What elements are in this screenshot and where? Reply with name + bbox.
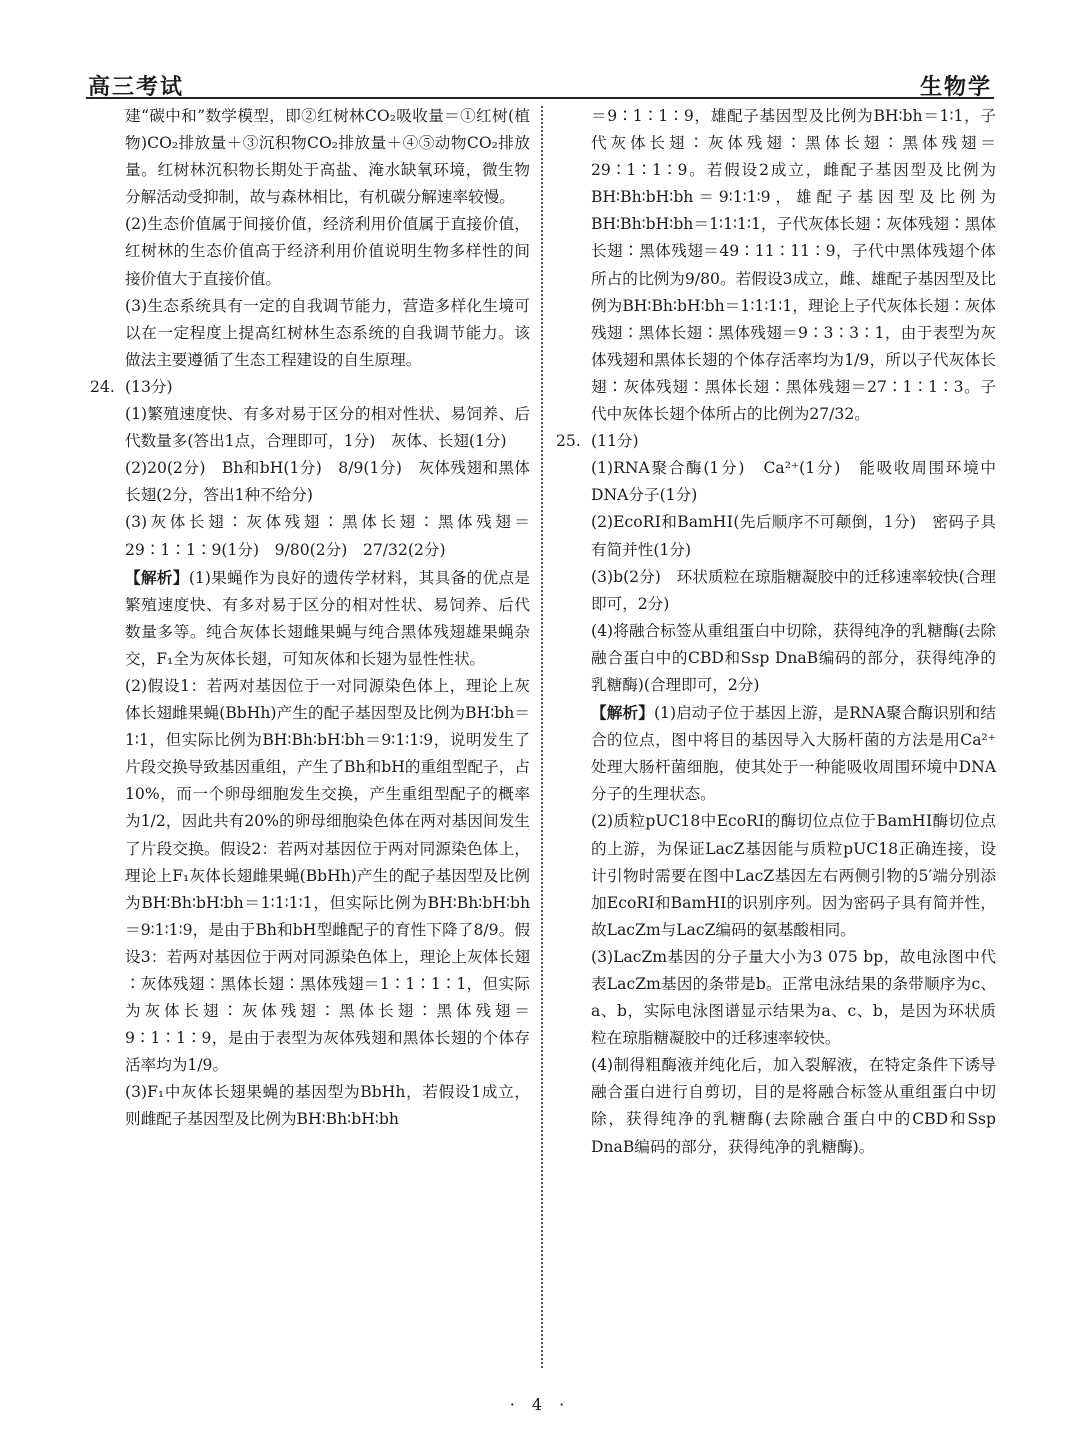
- q25-analysis-3: (3)LacZm基因的分子量大小为3 075 bp，故电泳图中代表LacZm基因的条带是b。正常电泳结果的条带顺序为c、a、b，实际电泳图谱显示结果为a、c、b，是因为环状质粒在琼脂糖凝胶中的迁移速率较快。: [591, 947, 996, 1048]
- page-number: · 4 ·: [509, 1395, 571, 1414]
- header-rule: [86, 97, 994, 99]
- q23-continued: [90, 103, 530, 374]
- q24-answer-1: (1)繁殖速度快、有多对易于区分的相对性状、易饲养、后代数量多(答出1点，合理即可，1分) 灰体、长翅(1分): [125, 405, 530, 451]
- q25-answer-1: (1)RNA聚合酶(1分) Ca²⁺(1分) 能吸收周围环境中DNA分子(1分): [591, 459, 996, 505]
- q25-number: 25.: [556, 432, 581, 451]
- q25-analysis-2: (2)质粒pUC18中EcoRⅠ的酶切位点位于BamHⅠ酶切位点的上游，为保证LacZ基因能与质粒pUC18正确连接，设计引物时需要在图中LacZ基因左右两侧引物的5′端分别添加EcoRⅠ和BamHⅠ的识别序列。因为密码子具有简并性，故LacZm与LacZ编码的氨基酸相同。: [591, 812, 996, 939]
- q25-analysis-1: [591, 699, 996, 808]
- q25-heading: [556, 428, 996, 455]
- q25-analysis-4: (4)制得粗酶液并纯化后，加入裂解液，在特定条件下诱导融合蛋白进行自剪切，目的是将融合标签从重组蛋白中切除，获得纯净的乳糖酶(去除融合蛋白中的CBD和Ssp DnaB编码的部分，获得纯净的乳糖酶)。: [591, 1056, 996, 1156]
- q23-paragraph-3: (3)生态系统具有一定的自我调节能力，营造多样化生境可以在一定程度上提高红树林生态系统的自我调节能力。该做法主要遵循了生态工程建设的自生原理。: [125, 296, 530, 369]
- q24-analysis-continued: [556, 103, 996, 428]
- right-column: [556, 103, 996, 1161]
- q25-answer-3: (3)b(2分) 环状质粒在琼脂糖凝胶中的迁移速率较快(合理即可，2分): [591, 567, 996, 613]
- q24-analysis-2: (2)假设1：若两对基因位于一对同源染色体上，理论上灰体长翅雌果蝇(BbHh)产生的配子基因型及比例为BH∶bh＝1∶1，但实际比例为BH∶Bh∶bH∶bh＝9∶1∶1∶9，说明发生了片段交换导致基因重组，产生了Bh和bH的重组型配子，占10%，而一个卵母细胞发生交换，产生重组型配子的概率为1/2，因此共有20%的卵母细胞染色体在两对基因间发生了片段交换。假设2：若两对基因位于两对同源染色体上，理论上F₁灰体长翅雌果蝇(BbHh)产生的配子基因型及比例为BH∶Bh∶bH∶bh＝1∶1∶1∶1，但实际比例为BH∶Bh∶bH∶bh＝9∶1∶1∶9，是由于Bh和bH型雌配子的育性下降了8/9。假设3：若两对基因位于两对同源染色体上，理论上灰体长翅∶灰体残翅∶黑体长翅∶黑体残翅＝1∶1∶1∶1，但实际为灰体长翅∶灰体残翅∶黑体长翅∶黑体残翅＝9∶1∶1∶9，是由于表型为灰体残翅和黑体长翅的个体存活率均为1/9。: [125, 676, 530, 1075]
- q23-paragraph-1: 建“碳中和”数学模型，即②红树林CO₂吸收量＝①红树(植物)CO₂排放量＋③沉积物CO₂排放量＋④⑤动物CO₂排放量。红树林沉积物长期处于高盐、淹水缺氧环境，微生物分解活动受抑制，故与森林相比，有机碳分解速率较慢。: [125, 107, 530, 207]
- q24-analysis-1-text: (1)果蝇作为良好的遗传学材料，其具备的优点是繁殖速度快、有多对易于区分的相对性状、易饲养、后代数量多等。纯合灰体长翅雌果蝇与纯合黑体残翅雄果蝇杂交，F₁全为灰体长翅，可知灰体和长翅为显性性状。: [125, 568, 530, 668]
- q25-score: (11分): [591, 432, 639, 451]
- q25-answer-2: (2)EcoRⅠ和BamHⅠ(先后顺序不可颠倒，1分) 密码子具有简并性(1分): [591, 513, 996, 559]
- q24-heading: [90, 374, 530, 401]
- left-column: [90, 103, 530, 1134]
- q25-analysis-label: 【解析】: [591, 703, 654, 723]
- header-subject: 生物学: [919, 74, 992, 100]
- q24-analysis-3-continued: ＝9∶1∶1∶9，雄配子基因型及比例为BH∶bh＝1∶1，子代灰体长翅∶灰体残翅∶黑体长翅∶黑体残翅＝29∶1∶1∶9。若假设2成立，雌配子基因型及比例为BH∶Bh∶bH∶bh＝9∶1∶1∶9，雄配子基因型及比例为BH∶Bh∶bH∶bh＝1∶1∶1∶1，子代灰体长翅∶灰体残翅∶黑体长翅∶黑体残翅＝49∶11∶11∶9，子代中黑体残翅个体所占的比例为9/80。若假设3成立，雌、雄配子基因型及比例为BH∶Bh∶bH∶bh＝1∶1∶1∶1，理论上子代灰体长翅∶灰体残翅∶黑体长翅∶黑体残翅＝9∶3∶3∶1，由于表型为灰体残翅和黑体长翅的个体存活率均为1/9，所以子代灰体长翅∶灰体残翅∶黑体长翅∶黑体残翅＝27∶1∶1∶3。子代中灰体长翅个体所占的比例为27/32。: [591, 107, 996, 424]
- q23-paragraph-2: (2)生态价值属于间接价值，经济利用价值属于直接价值，红树林的生态价值高于经济利用价值说明生物多样性的间接价值大于直接价值。: [125, 215, 530, 288]
- q24-block: [90, 374, 530, 1134]
- column-divider: [541, 106, 543, 1368]
- q24-score: (13分): [125, 377, 173, 396]
- q24-number: 24.: [90, 377, 115, 396]
- q25-block: [556, 428, 996, 1161]
- q25-answer-4: (4)将融合标签从重组蛋白中切除，获得纯净的乳糖酶(去除融合蛋白中的CBD和Ssp DnaB编码的部分，获得纯净的乳糖酶)(合理即可，2分): [591, 621, 996, 694]
- q24-analysis-label: 【解析】: [125, 567, 189, 587]
- header-subject-exam: 高三考试: [88, 74, 185, 100]
- q24-analysis-3: (3)F₁中灰体长翅果蝇的基因型为BbHh，若假设1成立，则雌配子基因型及比例为BH∶Bh∶bH∶bh: [125, 1083, 530, 1129]
- q24-answer-2: (2)20(2分) Bh和bH(1分) 8/9(1分) 灰体残翅和黑体长翅(2分，答出1种不给分): [125, 459, 530, 505]
- q24-answer-3: (3)灰体长翅∶灰体残翅∶黑体长翅∶黑体残翅＝29∶1∶1∶9(1分) 9/80(2分) 27/32(2分): [125, 513, 530, 559]
- q25-analysis-1-text: (1)启动子位于基因上游，是RNA聚合酶识别和结合的位点，图中将目的基因导入大肠杆菌的方法是用Ca²⁺处理大肠杆菌细胞，使其处于一种能吸收周围环境中DNA分子的生理状态。: [591, 704, 996, 804]
- q24-analysis-1: [125, 564, 530, 673]
